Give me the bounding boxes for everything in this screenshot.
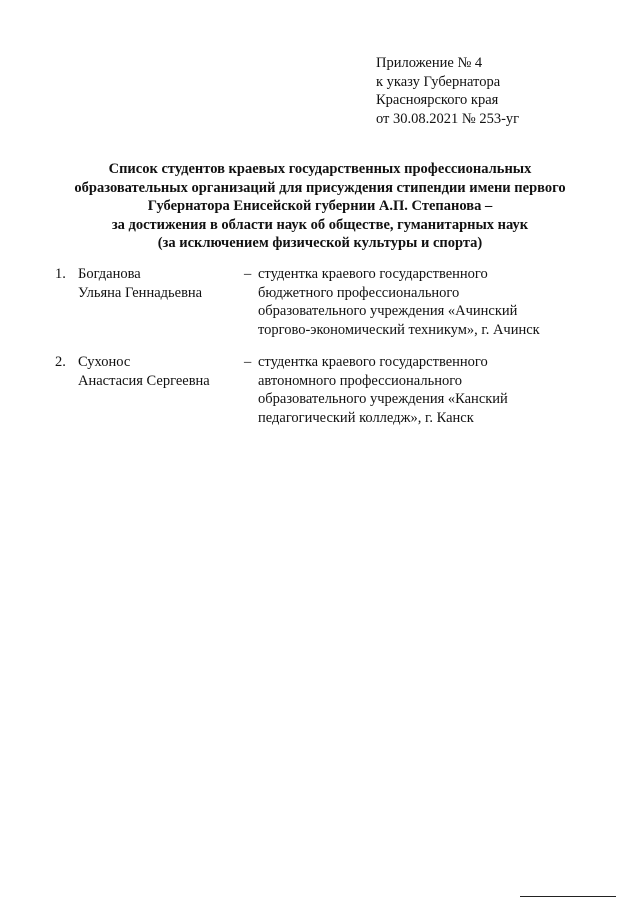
name-line: Сухонос: [78, 354, 131, 370]
annex-line: Красноярского края: [376, 92, 499, 108]
student-name: [78, 265, 202, 302]
entry-dash: –: [244, 266, 252, 282]
title-line: Список студентов краевых государственных профессиональных: [108, 161, 532, 177]
title-line: образовательных организаций для присуждения стипендии имени первого: [74, 179, 566, 196]
annex-line: Приложение № 4: [376, 55, 483, 71]
name-line: Богданова: [78, 266, 141, 282]
name-line: Ульяна Геннадьевна: [78, 284, 203, 301]
entry-dash: –: [244, 354, 252, 370]
desc-line: образовательного учреждения «Канский: [258, 391, 508, 407]
desc-line: торгово-экономический техникум», г. Ачинск: [258, 321, 540, 338]
desc-line: студентка краевого государственного: [258, 354, 488, 370]
desc-line: бюджетного профессионального: [258, 284, 460, 301]
annex-line: от 30.08.2021 № 253-уг: [376, 110, 520, 127]
desc-line: студентка краевого государственного: [258, 266, 488, 282]
desc-line: педагогический колледж», г. Канск: [258, 409, 474, 426]
student-description: [258, 353, 598, 427]
list-item: [0, 265, 640, 353]
desc-line: образовательного учреждения «Ачинский: [258, 303, 518, 319]
annex-header: [376, 54, 519, 128]
student-description: [258, 265, 598, 339]
entry-number: 2.: [55, 354, 66, 370]
title-line: Губернатора Енисейской губернии А.П. Степанова –: [147, 198, 493, 214]
title-line: за достижения в области наук об обществе, гуманитарных наук: [111, 216, 529, 233]
student-name: [78, 353, 210, 390]
name-line: Анастасия Сергеевна: [78, 372, 210, 389]
annex-line: к указу Губернатора: [376, 73, 501, 90]
student-list: [0, 265, 640, 441]
footer-rule: [520, 896, 616, 897]
document-title: [40, 160, 600, 253]
desc-line: автономного профессионального: [258, 372, 463, 389]
list-item: [0, 353, 640, 441]
entry-number: 1.: [55, 266, 66, 282]
title-line: (за исключением физической культуры и спорта): [157, 235, 483, 251]
